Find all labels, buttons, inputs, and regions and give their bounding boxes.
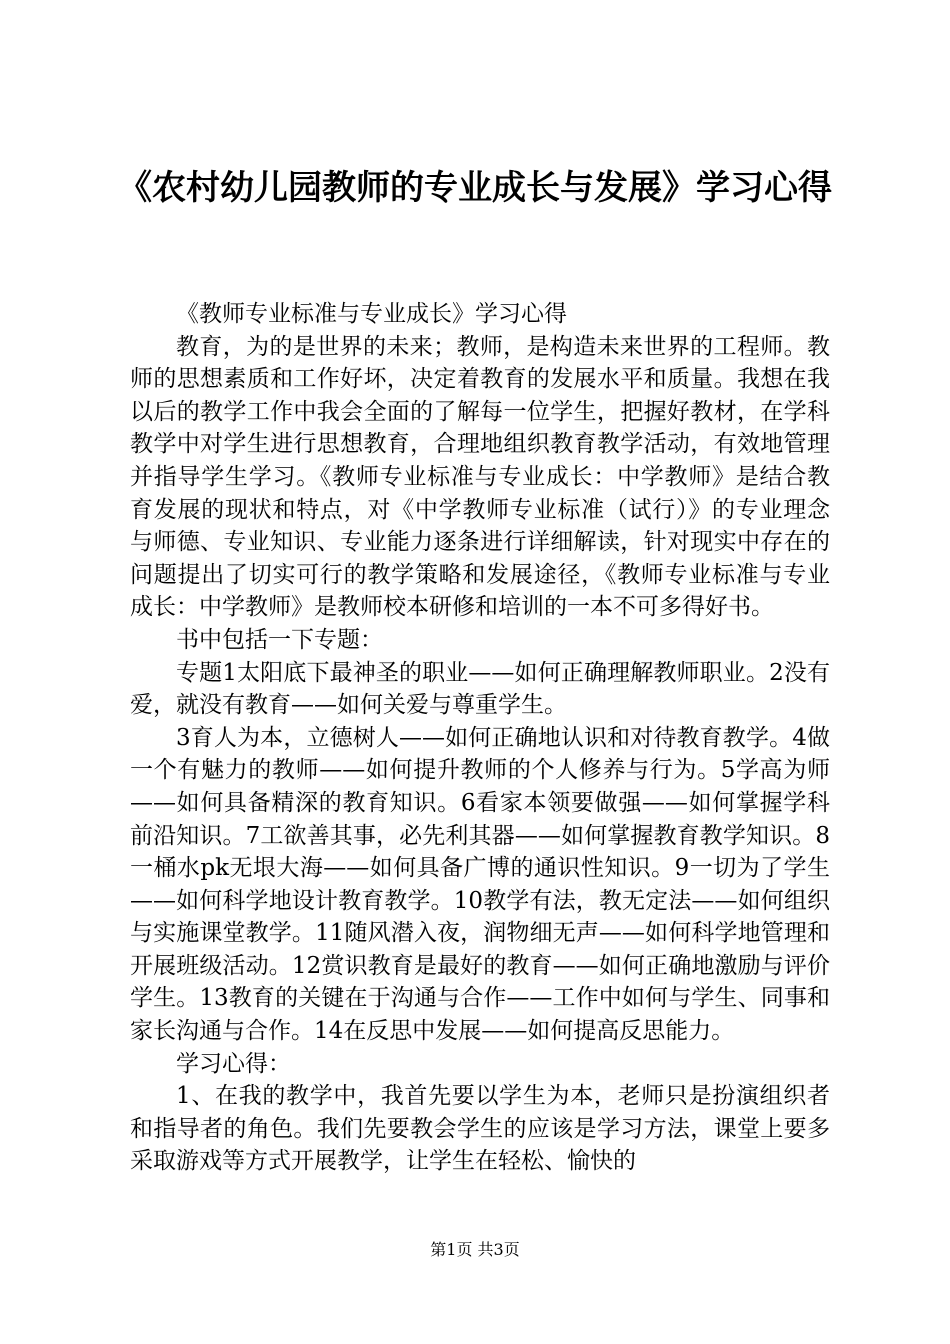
topics-paragraph-1: 专题1太阳底下最神圣的职业——如何正确理解教师职业。2没有爱，就没有教育——如何关爱与尊重学生。 [130,659,830,719]
subtitle-paragraph: 《教师专业标准与专业成长》学习心得 [176,301,567,327]
reflection-paragraph-1: 1、在我的教学中，我首先要以学生为本，老师只是扮演组织者和指导者的角色。我们先要教会学生的应该是学习方法，课堂上要多采取游戏等方式开展教学，让学生在轻松、愉快的 [130,1083,830,1175]
intro-paragraph: 教育，为的是世界的未来；教师，是构造未来世界的工程师。教师的思想素质和工作好坏，决定着教育的发展水平和质量。我想在我以后的教学工作中我会全面的了解每一位学生，把握好教材，在学科教学中对学生进行思想教育，合理地组织教育教学活动，有效地管理并指导学生学习。《教师专业标准与专业成长：中学教师》是结合教育发展的现状和特点，对《中学教师专业标准（试行）》的专业理念与师德、专业知识、专业能力逐条进行详细解读，针对现实中存在的问题提出了切实可行的教学策略和发展途径，《教师专业标准与专业成长：中学教师》是教师校本研修和培训的一本不可多得好书。 [130,333,830,621]
reflection-heading-paragraph: 学习心得： [176,1050,291,1077]
topics-paragraph-2: 3育人为本，立德树人——如何正确地认识和对待教育教学。4做一个有魅力的教师——如何提升教师的个人修养与行为。5学高为师——如何具备精深的教育知识。6看家本领要做强——如何掌握学科前沿知识。7工欲善其事，必先利其器——如何掌握教育教学知识。8一桶水pk无垠大海——如何具备广博的通识性知识。9一切为了学生——如何科学地设计教育教学。10教学有法，教无定法——如何组织与实施课堂教学。11随风潜入夜，润物细无声——如何科学地管理和开展班级活动。12赏识教育是最好的教育——如何正确地激励与评价学生。13教育的关键在于沟通与合作——工作中如何与学生、同事和家长沟通与合作。14在反思中发展——如何提高反思能力。 [130,724,830,1045]
page-footer: 第1页 共3页 [430,1240,520,1259]
topics-heading-paragraph: 书中包括一下专题： [176,626,383,653]
document-body [130,298,830,1178]
document-title: 《农村幼儿园教师的专业成长与发展》学习心得 [118,168,832,208]
